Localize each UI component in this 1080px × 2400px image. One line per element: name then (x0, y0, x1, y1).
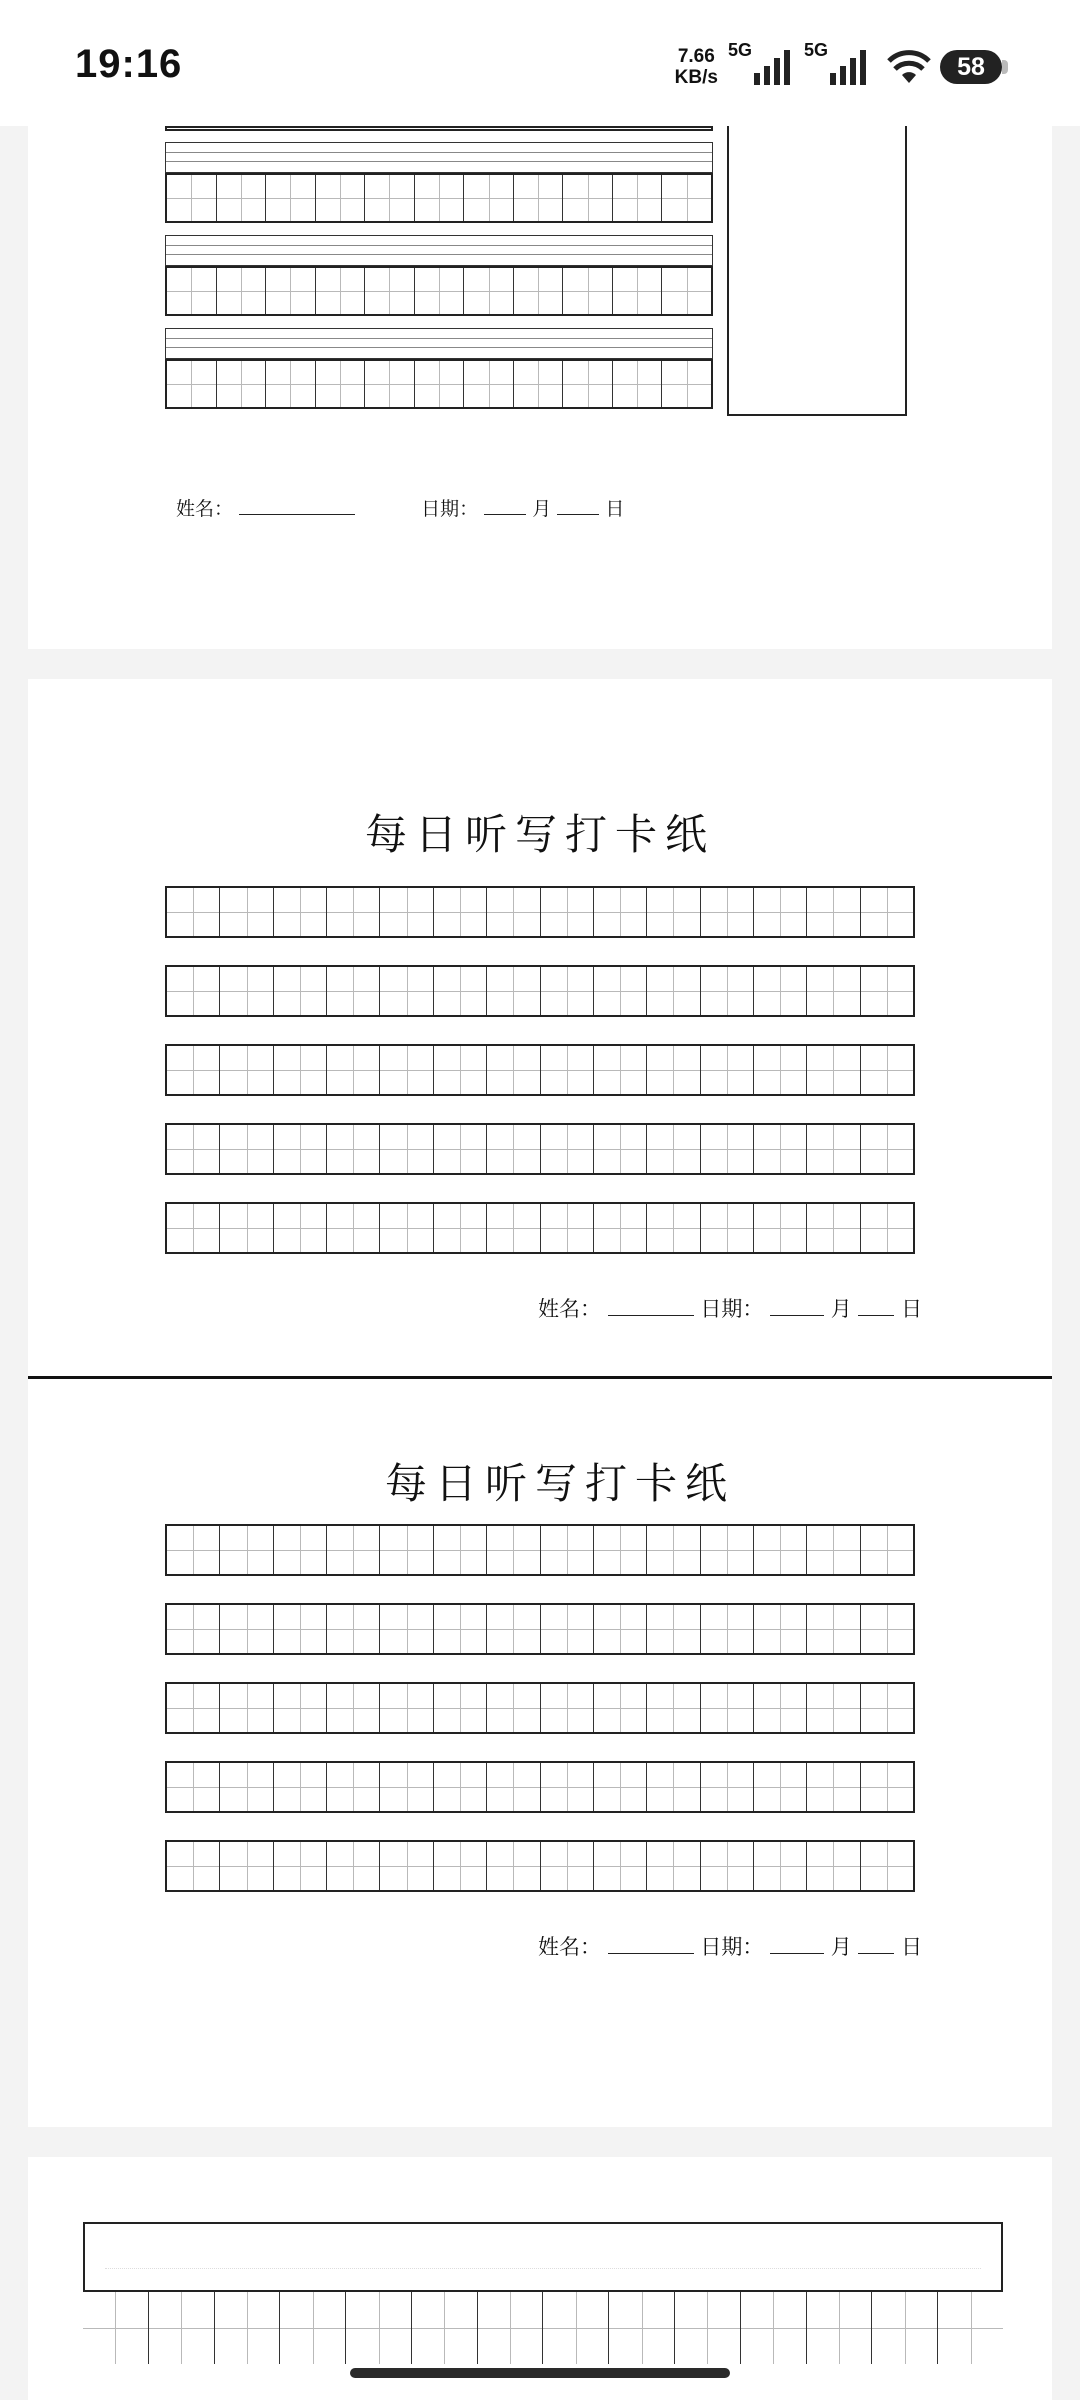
grid-cell (701, 1046, 754, 1094)
grid-cell (274, 1125, 327, 1173)
month-blank[interactable] (770, 1935, 824, 1954)
grid-cell (807, 1526, 860, 1574)
name-date-line: 姓名： 日期： 月 日 (176, 498, 625, 520)
grid-cell (701, 1763, 754, 1811)
grid-cell (861, 1526, 913, 1574)
grid-cell (807, 1763, 860, 1811)
name-date-line: 姓名： 日期： 月 日 (538, 1297, 923, 1321)
char-grid-row (165, 1524, 915, 1576)
home-indicator[interactable] (350, 2368, 730, 2378)
grid-cell (807, 1605, 860, 1653)
grid-cell (541, 1046, 594, 1094)
grid-cell (434, 1526, 487, 1574)
grid-cell (594, 1204, 647, 1252)
day-blank[interactable] (858, 1935, 894, 1954)
grid-cell (541, 1763, 594, 1811)
char-grid-row (165, 1682, 915, 1734)
grid-cell (807, 1125, 860, 1173)
grid-cell (274, 1204, 327, 1252)
grid-cell (594, 967, 647, 1015)
grid-cell (514, 175, 564, 221)
grid-cell (514, 361, 564, 407)
grid-cell (327, 1763, 380, 1811)
pinyin-lines (165, 235, 713, 266)
grid-cell (861, 1763, 913, 1811)
grid-cell (487, 1684, 540, 1732)
grid-cell (647, 1046, 700, 1094)
grid-cell (563, 361, 613, 407)
grid-cell (594, 1763, 647, 1811)
divider-line (28, 1376, 1052, 1379)
name-date-line: 姓名： 日期： 月 日 (538, 1935, 923, 1959)
grid-cell (167, 1125, 220, 1173)
char-grid-row (165, 1202, 915, 1254)
grid-cell (861, 1125, 913, 1173)
grid-cell (701, 967, 754, 1015)
grid-cell (274, 1605, 327, 1653)
pinyin-lines (165, 142, 713, 173)
grid-cell (327, 888, 380, 936)
grid-cell (807, 888, 860, 936)
grid-cell (861, 1046, 913, 1094)
grid-cell (220, 1046, 273, 1094)
grid-cell (380, 1842, 433, 1890)
grid-cell (807, 1842, 860, 1890)
grid-cell (613, 175, 663, 221)
table-header-area (85, 2224, 1001, 2292)
grid-cell (327, 967, 380, 1015)
grid-cell (274, 1842, 327, 1890)
grid-cell (220, 1684, 273, 1732)
char-grid-row-partial (165, 126, 713, 131)
grid-cell (415, 175, 465, 221)
grid-cell (613, 361, 663, 407)
grid-cell (327, 1605, 380, 1653)
status-icons (675, 42, 1002, 92)
grid-cell (563, 268, 613, 314)
status-bar (0, 0, 1080, 126)
grid-cell (647, 1204, 700, 1252)
grid-cell (541, 1684, 594, 1732)
grid-cell (327, 1204, 380, 1252)
grid-cell (266, 268, 316, 314)
grid-cell (434, 1204, 487, 1252)
grid-cell (807, 2292, 873, 2364)
day-blank[interactable] (557, 496, 599, 515)
grid-cell (464, 361, 514, 407)
grid-cell (594, 1605, 647, 1653)
grid-cell (365, 268, 415, 314)
char-grid-row (165, 266, 713, 316)
drawing-box (727, 126, 907, 416)
grid-cell (274, 1684, 327, 1732)
grid-cell (415, 268, 465, 314)
grid-cell (167, 1842, 220, 1890)
grid-cell (220, 1125, 273, 1173)
grid-cell (327, 1125, 380, 1173)
grid-cell (563, 175, 613, 221)
grid-cell (434, 1605, 487, 1653)
wifi-icon (886, 49, 932, 85)
grid-cell (365, 361, 415, 407)
grid-cell (83, 2292, 149, 2364)
grid-cell (220, 967, 273, 1015)
status-time: 19:16 (75, 42, 183, 86)
grid-cell (701, 888, 754, 936)
month-blank[interactable] (770, 1297, 824, 1316)
grid-cell (487, 1842, 540, 1890)
grid-cell (327, 1684, 380, 1732)
grid-cell (594, 1842, 647, 1890)
grid-cell (464, 175, 514, 221)
grid-cell (327, 1842, 380, 1890)
grid-cell (380, 1605, 433, 1653)
grid-cell (167, 1046, 220, 1094)
grid-cell (541, 1842, 594, 1890)
grid-cell (609, 2292, 675, 2364)
grid-cell (754, 967, 807, 1015)
grid-cell (167, 1763, 220, 1811)
grid-cell (167, 361, 217, 407)
grid-cell (807, 1204, 860, 1252)
grid-cell (266, 175, 316, 221)
grid-cell (487, 888, 540, 936)
char-grid-row (165, 886, 915, 938)
grid-cell (217, 175, 267, 221)
grid-cell (380, 888, 433, 936)
grid-cell (274, 888, 327, 936)
name-blank[interactable] (608, 1297, 694, 1316)
grid-cell (478, 2292, 544, 2364)
grid-cell (487, 1046, 540, 1094)
worksheet-table (83, 2222, 1003, 2362)
grid-cell (675, 2292, 741, 2364)
grid-cell (541, 1605, 594, 1653)
grid-cell (754, 1046, 807, 1094)
grid-cell (647, 1684, 700, 1732)
grid-cell (487, 1605, 540, 1653)
sim1-network-type: 5G (727, 40, 752, 60)
grid-cell (861, 1605, 913, 1653)
grid-cell (215, 2292, 281, 2364)
grid-cell (541, 967, 594, 1015)
network-speed: 7.66 KB/s (674, 46, 718, 88)
grid-cell (754, 1684, 807, 1732)
grid-cell (365, 175, 415, 221)
grid-cell (434, 1125, 487, 1173)
grid-cell (754, 1842, 807, 1890)
grid-cell (327, 1526, 380, 1574)
grid-cell (541, 1125, 594, 1173)
grid-cell (861, 1684, 913, 1732)
grid-cell (594, 1125, 647, 1173)
grid-cell (662, 268, 711, 314)
grid-cell (316, 361, 366, 407)
char-grid-row (165, 1840, 915, 1892)
grid-cell (754, 1763, 807, 1811)
grid-cell (380, 1046, 433, 1094)
grid-cell (754, 1125, 807, 1173)
grid-cell (346, 2292, 412, 2364)
grid-cell (316, 268, 366, 314)
grid-cell (701, 1684, 754, 1732)
grid-cell (647, 1526, 700, 1574)
month-blank[interactable] (484, 496, 526, 515)
grid-cell (220, 1605, 273, 1653)
grid-cell (220, 1763, 273, 1811)
grid-cell (266, 361, 316, 407)
char-grid-row (165, 173, 713, 223)
grid-cell (217, 268, 267, 314)
grid-cell (487, 967, 540, 1015)
grid-cell (434, 888, 487, 936)
page-1 (28, 126, 1052, 649)
grid-cell (807, 967, 860, 1015)
grid-cell (647, 888, 700, 936)
grid-cell (167, 967, 220, 1015)
grid-cell (807, 1046, 860, 1094)
grid-cell (167, 1526, 220, 1574)
grid-cell (167, 1605, 220, 1653)
signal-icon (752, 49, 792, 85)
grid-cell (434, 1046, 487, 1094)
grid-cell (754, 1526, 807, 1574)
grid-cell (274, 1046, 327, 1094)
grid-cell (647, 1842, 700, 1890)
day-blank[interactable] (858, 1297, 894, 1316)
grid-cell (861, 1842, 913, 1890)
name-blank[interactable] (608, 1935, 694, 1954)
grid-cell (541, 1204, 594, 1252)
grid-cell (415, 361, 465, 407)
sim2-network-type: 5G (803, 40, 828, 60)
grid-cell (701, 1842, 754, 1890)
grid-cell (701, 1125, 754, 1173)
grid-cell (316, 175, 366, 221)
grid-cell (167, 268, 217, 314)
grid-cell (327, 1046, 380, 1094)
char-grid-row (165, 359, 713, 409)
grid-cell (541, 888, 594, 936)
grid-cell (594, 1684, 647, 1732)
grid-cell (274, 1763, 327, 1811)
grid-cell (167, 888, 220, 936)
grid-cell (380, 967, 433, 1015)
grid-cell (487, 1763, 540, 1811)
grid-cell (380, 1684, 433, 1732)
grid-cell (149, 2292, 215, 2364)
grid-cell (380, 1763, 433, 1811)
grid-cell (380, 1125, 433, 1173)
grid-cell (543, 2292, 609, 2364)
char-grid-row (165, 1761, 915, 1813)
grid-cell (754, 888, 807, 936)
grid-cell (701, 1605, 754, 1653)
grid-cell (647, 967, 700, 1015)
grid-cell (274, 1526, 327, 1574)
grid-cell (434, 1684, 487, 1732)
grid-cell (220, 1526, 273, 1574)
grid-cell (217, 361, 267, 407)
grid-cell (594, 888, 647, 936)
char-grid-row (165, 1123, 915, 1175)
grid-cell (872, 2292, 938, 2364)
worksheet-title: 每日听写打卡纸 (364, 810, 715, 859)
grid-cell (701, 1204, 754, 1252)
grid-cell (662, 175, 711, 221)
grid-cell (613, 268, 663, 314)
signal-icon (828, 49, 868, 85)
grid-cell (434, 1763, 487, 1811)
grid-cell (487, 1526, 540, 1574)
grid-cell (220, 1204, 273, 1252)
grid-cell (274, 967, 327, 1015)
grid-cell (434, 1842, 487, 1890)
pinyin-lines (165, 328, 713, 359)
battery-icon: 58 (940, 50, 1002, 84)
grid-cell (464, 268, 514, 314)
grid-cell (938, 2292, 1003, 2364)
grid-cell (167, 1204, 220, 1252)
grid-cell (594, 1526, 647, 1574)
grid-cell (647, 1763, 700, 1811)
grid-cell (861, 888, 913, 936)
grid-cell (220, 1842, 273, 1890)
grid-cell (594, 1046, 647, 1094)
grid-cell (380, 1204, 433, 1252)
char-grid-row (165, 1044, 915, 1096)
grid-cell (754, 1605, 807, 1653)
grid-cell (861, 967, 913, 1015)
grid-cell (754, 1204, 807, 1252)
grid-cell (807, 1684, 860, 1732)
char-grid-row (165, 1603, 915, 1655)
grid-cell (380, 1526, 433, 1574)
char-grid-row (165, 965, 915, 1017)
grid-cell (647, 1125, 700, 1173)
grid-cell (280, 2292, 346, 2364)
grid-cell (741, 2292, 807, 2364)
page-3 (28, 2157, 1052, 2400)
grid-cell (487, 1125, 540, 1173)
grid-cell (487, 1204, 540, 1252)
grid-cell (647, 1605, 700, 1653)
grid-cell (514, 268, 564, 314)
grid-cell (434, 967, 487, 1015)
grid-cell (541, 1526, 594, 1574)
char-grid-row (83, 2290, 1003, 2364)
grid-cell (220, 888, 273, 936)
grid-cell (167, 1684, 220, 1732)
grid-cell (662, 361, 711, 407)
grid-cell (412, 2292, 478, 2364)
grid-cell (167, 175, 217, 221)
grid-cell (861, 1204, 913, 1252)
name-blank[interactable] (239, 496, 355, 515)
grid-cell (701, 1526, 754, 1574)
worksheet-title: 每日听写打卡纸 (384, 1459, 735, 1508)
page-2 (28, 679, 1052, 2127)
